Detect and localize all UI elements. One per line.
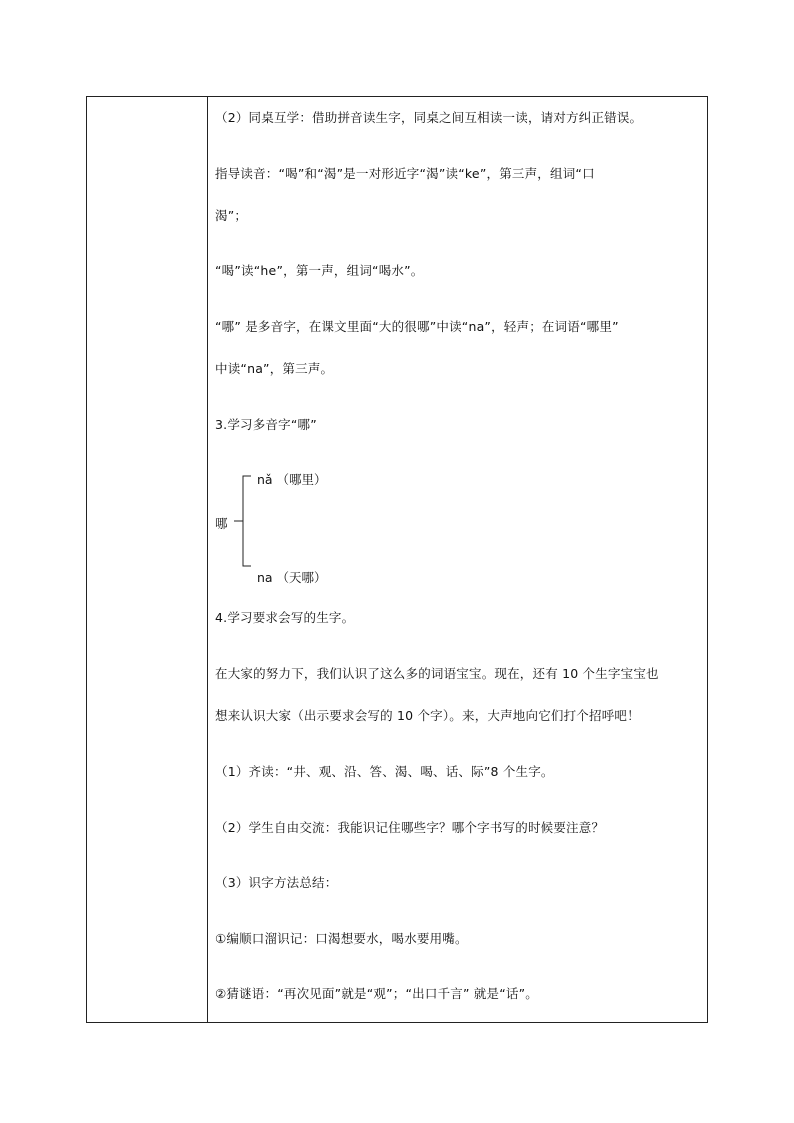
content-cell (215, 97, 701, 1022)
paragraph: （1）齐读：“井、观、沿、答、渴、喝、话、际”8 个生字。 (215, 764, 554, 779)
paragraph: 渴”； (215, 208, 248, 223)
paragraph: 中读“na”，第三声。 (215, 361, 334, 376)
lesson-table (86, 96, 708, 1023)
brace-character: 哪 (215, 516, 228, 531)
brace-bottom-reading: na （天哪） (257, 570, 327, 585)
paragraph: （2）同桌互学：借助拼音读生字，同桌之间互相读一读，请对方纠正错误。 (215, 110, 643, 125)
paragraph: ②猜谜语：“再次见面”就是“观”；“出口千言” 就是“话”。 (215, 986, 538, 1001)
column-divider (207, 97, 208, 1022)
paragraph: 想来认识大家（出示要求会写的 10 个字）。来，大声地向它们打个招呼吧！ (215, 708, 640, 723)
paragraph: “喝”读“he”，第一声，组词“喝水”。 (215, 263, 424, 278)
paragraph: 4.学习要求会写的生字。 (215, 610, 355, 625)
paragraph: （3）识字方法总结： (215, 875, 338, 890)
paragraph: “哪” 是多音字，在课文里面“大的很哪”中读“na”，轻声；在词语“哪里” (215, 319, 619, 334)
paragraph: ①编顺口溜识记：口渴想要水，喝水要用嘴。 (215, 931, 468, 946)
paragraph: 在大家的努力下，我们认识了这么多的词语宝宝。现在，还有 10 个生字宝宝也 (215, 666, 659, 681)
paragraph: 3.学习多音字“哪” (215, 417, 317, 432)
paragraph: （2）学生自由交流：我能识记住哪些字？哪个字书写的时候要注意？ (215, 820, 605, 835)
paragraph: 指导读音：“喝”和“渴”是一对形近字“渴”读“ke”，第三声，组词“口 (215, 166, 595, 181)
brace-top-reading: nǎ （哪里） (257, 472, 327, 487)
